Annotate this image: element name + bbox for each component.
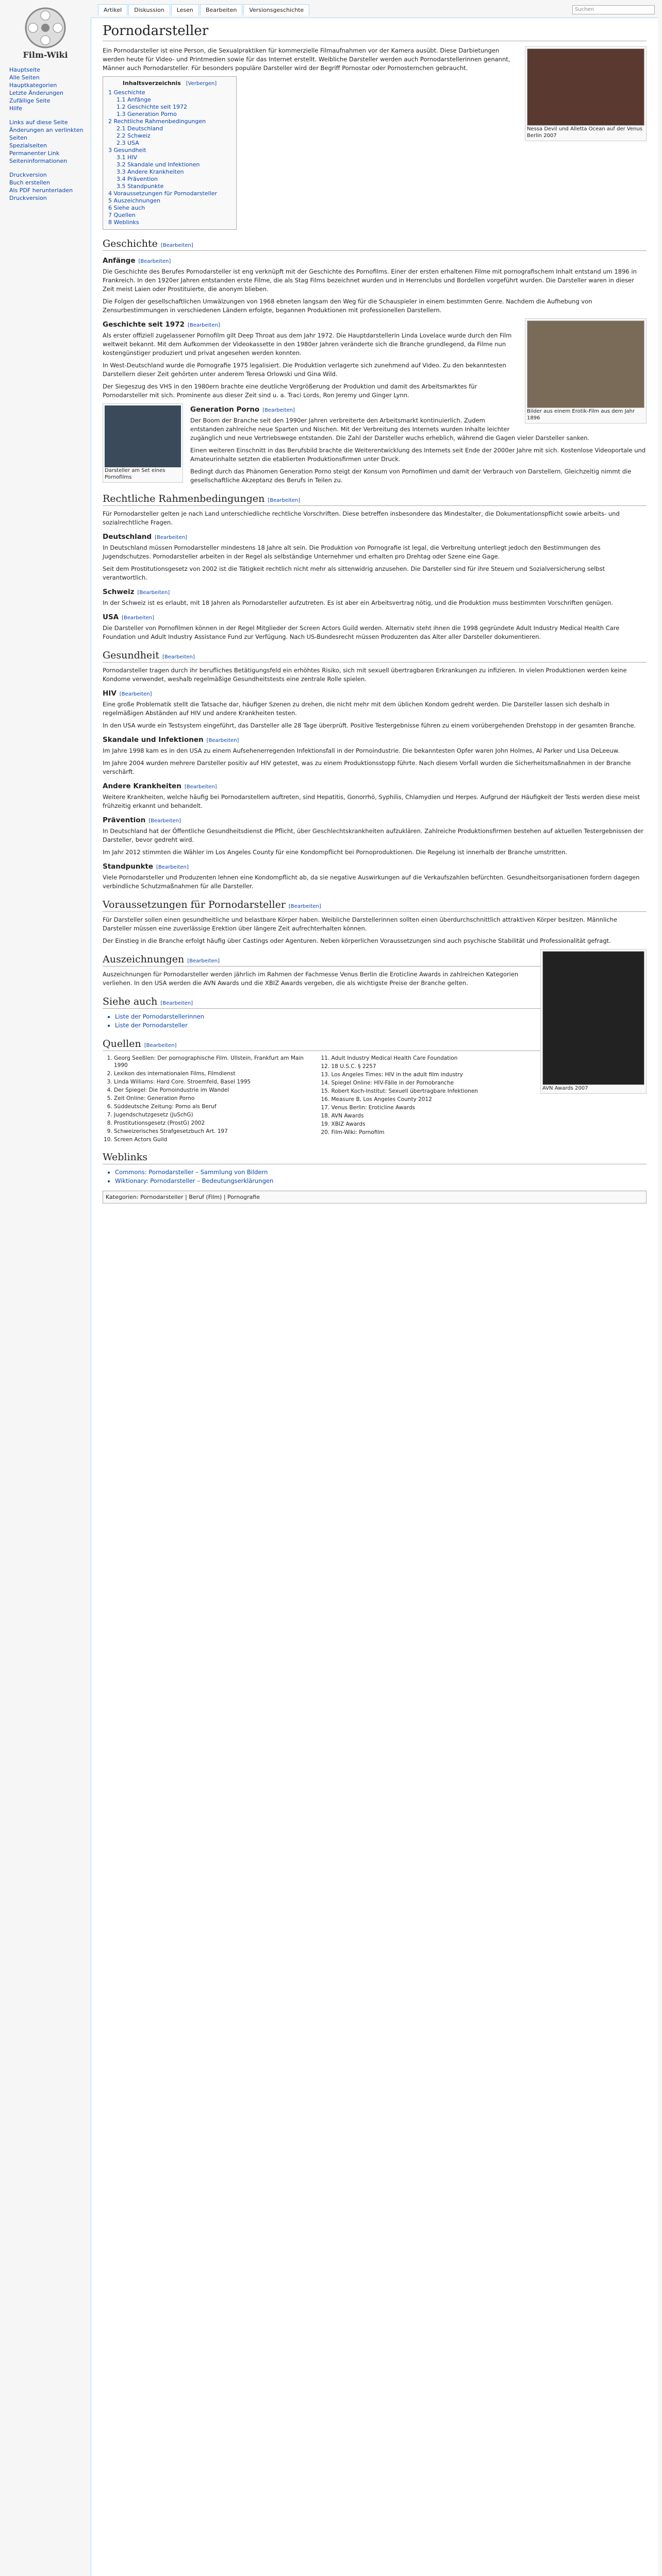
toc-item[interactable]: 1 Geschichte bbox=[108, 89, 145, 96]
thumbnail-caption: Darsteller am Set eines Pornofilms bbox=[105, 468, 166, 480]
sidebar-nav-link[interactable]: Zufällige Seite bbox=[9, 97, 51, 104]
category-box[interactable]: Kategorien: Pornodarsteller | Beruf (Film) | Pornografie bbox=[103, 1191, 647, 1204]
section-paragraph: Eine große Problematik stellt die Tatsache dar, häufiger Szenen zu drehen, die nicht mehr mit dem üblichen Kondom gedreht werden. Die Darsteller lassen sich deshalb in regelmäßigen Abständen auf HIV und andere Krankheiten testen. bbox=[103, 701, 610, 717]
edit-section-link[interactable]: [Bearbeiten] bbox=[156, 865, 189, 870]
reference-item[interactable]: 1. Georg Seeßlen: Der pornographische Film. Ullstein, Frankfurt am Main 1990 bbox=[114, 1055, 316, 1069]
sidebar-spacer bbox=[9, 112, 87, 118]
section-paragraph: Auszeichnungen für Pornodarsteller werden jährlich im Rahmen der Fachmesse Venus Berlin die Eroticline Awards in zahlreichen Kategorien verliehen. In den USA werden die AVN Awards und die XBIZ Awards vergeben, die als wichtigste Preise der Branche gelten. bbox=[103, 971, 519, 987]
section-heading-text: USA bbox=[103, 613, 119, 621]
thumbnail-3[interactable] bbox=[103, 403, 183, 483]
edit-section-link[interactable]: [Bearbeiten] bbox=[184, 784, 217, 790]
section-paragraph: Für Pornodarsteller gelten je nach Land unterschiedliche rechtliche Vorschriften. Diese betreffen insbesondere das Mindestalter, die Dokumentationspflicht sowie arbeits- und sozialrechtliche Fragen. bbox=[103, 510, 620, 526]
edit-section-link[interactable]: [Bearbeiten] bbox=[160, 1001, 193, 1006]
toc-item[interactable]: 8 Weblinks bbox=[108, 219, 139, 226]
intro-paragraph: Ein Pornodarsteller ist eine Person, die Sexualpraktiken für kommerzielle Filmaufnahmen vor der Kamera ausübt. Diese Darbietungen werden heute für Video- und Printmedien sowie für das Internet erstellt. Weibliche Darsteller werden auch Pornodarstellerinnen genannt, Männer auch Pornodarsteller. Für besonders populäre Darsteller wird der Begriff Pornostar oder Pornosternchen gebraucht. bbox=[103, 47, 510, 72]
section-paragraph: Die Darsteller von Pornofilmen können in der Regel Mitglieder der Screen Actors Guild werden. Alternativ steht ihnen die 1998 gegründete Adult Industry Medical Health Care Foundation und Adult Industry Assistance Fund zur Verfügung. Nach US-Bundesrecht müssen Produzenten das Alter aller Darsteller dokumentieren. bbox=[103, 624, 620, 640]
toc-item[interactable]: 6 Siehe auch bbox=[108, 205, 145, 211]
reference-item[interactable]: 8. Prostitutionsgesetz (ProstG) 2002 bbox=[114, 1120, 316, 1127]
section-heading-text: Geschichte bbox=[103, 238, 158, 249]
see-also-link[interactable]: • Liste der Pornodarstellerinnen bbox=[115, 1012, 647, 1021]
sidebar-tool-link[interactable]: Spezialseiten bbox=[9, 142, 47, 149]
edit-section-link[interactable]: [Bearbeiten] bbox=[138, 259, 171, 264]
edit-section-link[interactable]: [Bearbeiten] bbox=[160, 243, 193, 248]
section-heading bbox=[103, 493, 647, 506]
sidebar-print-link[interactable]: Buch erstellen bbox=[9, 179, 50, 186]
section-heading-text: Deutschland bbox=[103, 533, 152, 541]
section-paragraph: Pornodarsteller tragen durch ihr berufliches Betätigungsfeld ein erhöhtes Risiko, sich mit sexuell übertragbaren Erkrankungen zu infizieren. In vielen Produktionen werden keine Kondome verwendet, weshalb regelmäßige Gesundheitstests eine zentrale Rolle spielen. bbox=[103, 667, 627, 683]
references-list bbox=[103, 1055, 533, 1143]
section-heading bbox=[103, 533, 647, 541]
edit-section-link[interactable]: [Bearbeiten] bbox=[262, 408, 295, 413]
search-input[interactable]: Suchen bbox=[572, 5, 655, 14]
edit-section-link[interactable]: [Bearbeiten] bbox=[268, 498, 301, 503]
toc-item[interactable]: 3.3 Andere Krankheiten bbox=[117, 168, 184, 175]
section-heading bbox=[103, 816, 647, 824]
sidebar-print-link[interactable]: Als PDF herunterladen bbox=[9, 187, 73, 194]
reference-item[interactable]: 16. Measure B, Los Angeles County 2012 bbox=[332, 1096, 534, 1103]
edit-section-link[interactable]: [Bearbeiten] bbox=[162, 654, 195, 660]
toc-item[interactable]: 3.2 Skandale und Infektionen bbox=[117, 161, 200, 168]
section-paragraph: Im Jahr 2012 stimmten die Wähler im Los Angeles County für eine Kondompflicht bei Pornoproduktionen. Die Regelung ist innerhalb der Branche umstritten. bbox=[103, 849, 568, 856]
thumbnail-caption: AVN Awards 2007 bbox=[542, 1086, 588, 1091]
thumbnail-2[interactable] bbox=[525, 318, 647, 423]
reference-item[interactable]: 18. AVN Awards bbox=[332, 1112, 534, 1120]
section-paragraph: Der Einstieg in die Branche erfolgt häufig über Castings oder Agenturen. Neben körperlichen Voraussetzungen sind auch psychische Stabilität und Professionalität gefragt. bbox=[103, 937, 611, 944]
section-heading bbox=[103, 650, 647, 663]
section-heading-text: Andere Krankheiten bbox=[103, 782, 181, 790]
sidebar-print-link[interactable]: Druckversion bbox=[9, 195, 47, 201]
section-paragraph: Bedingt durch das Phänomen Generation Porno steigt der Konsum von Pornofilmen und damit der Verbrauch von Darstellern. Gleichzeitig nimmt die gesellschaftliche Akzeptanz des Berufs in Teilen zu. bbox=[190, 468, 632, 484]
toc-item[interactable]: 3.5 Standpunkte bbox=[117, 183, 164, 190]
sidebar-nav-link[interactable]: Hauptseite bbox=[9, 66, 40, 73]
weblinks-list bbox=[115, 1168, 647, 1185]
section-paragraph: Viele Pornodarsteller und Produzenten lehnen eine Kondompflicht ab, da sie negative Auswirkungen auf die Verkaufszahlen befürchten. Gesundheitsorganisationen fordern dagegen verbindliche Schutzmaßnahmen für alle Darsteller. bbox=[103, 874, 640, 890]
section-heading-weblinks: Weblinks bbox=[103, 1151, 647, 1164]
toc-item[interactable]: 3.1 HIV bbox=[117, 154, 138, 161]
reference-item[interactable]: 2. Lexikon des internationalen Films, Filmdienst bbox=[114, 1070, 316, 1077]
section-paragraph: Im Jahre 2004 wurden mehrere Darsteller positiv auf HIV getestet, was zu einem Produktionsstopp führte. Nach diesem Vorfall wurden die Sicherheitsmaßnahmen in der Branche verschärft. bbox=[103, 759, 631, 775]
section-heading-text: Skandale und Infektionen bbox=[103, 736, 204, 744]
sidebar-nav-link[interactable]: Hauptkategorien bbox=[9, 82, 57, 89]
section-heading bbox=[103, 689, 647, 698]
sidebar-tool-link[interactable]: Änderungen an verlinkten Seiten bbox=[9, 127, 84, 141]
toc-item[interactable]: 2.3 USA bbox=[117, 140, 139, 146]
toc-item[interactable]: 5 Auszeichnungen bbox=[108, 197, 160, 204]
section-paragraph: Seit dem Prostitutionsgesetz von 2002 ist die Tätigkeit rechtlich nicht mehr als sittenwidrig anzusehen. Die Darsteller sind für ihre Steuern und Sozialversicherung selbst verantwortlich. bbox=[103, 565, 605, 581]
section-heading-text: Schweiz bbox=[103, 588, 135, 596]
tab-2[interactable]: Lesen bbox=[171, 4, 199, 15]
section-heading bbox=[103, 238, 647, 251]
section-heading bbox=[103, 899, 647, 912]
tab-4[interactable]: Versionsgeschichte bbox=[243, 4, 309, 15]
toc-item[interactable]: 2.2 Schweiz bbox=[117, 132, 151, 139]
toc-item[interactable]: 2.1 Deutschland bbox=[117, 125, 163, 132]
section-heading-text: Voraussetzungen für Pornodarsteller bbox=[103, 899, 286, 910]
toc-hide-link[interactable]: [Verbergen] bbox=[186, 81, 217, 87]
section-heading-text: Quellen bbox=[103, 1038, 141, 1049]
toc-item[interactable]: 3.4 Prävention bbox=[117, 176, 158, 182]
tab-0[interactable]: Artikel bbox=[98, 4, 127, 15]
section-heading-text: Gesundheit bbox=[103, 650, 160, 661]
edit-section-link[interactable]: [Bearbeiten] bbox=[119, 691, 152, 697]
section-paragraph: Der Boom der Branche seit den 1990er Jahren verbreiterte den Arbeitsmarkt kontinuierlich. Zudem entstanden zahlreiche neue Sparten und Nischen. Mit der Verbreitung des Internets wurden Inhalte leichter zugänglich und neue Vertriebswege entstanden. Die Zahl der Darsteller wuchs erheblich, während die Gagen vieler Darsteller sanken. bbox=[190, 417, 590, 442]
section-heading bbox=[103, 862, 647, 871]
weblink-item[interactable]: • Commons: Pornodarsteller – Sammlung von Bildern bbox=[115, 1168, 647, 1177]
sidebar-nav-link[interactable]: Hilfe bbox=[9, 105, 23, 112]
section-paragraph: Einen weiteren Einschnitt in das Berufsbild brachte die Weiterentwicklung des Internets seit Ende der 2000er Jahre mit sich. Kostenlose Videoportale und Amateurinhalte setzten die etablierten Produktionsfirmen unter Druck. bbox=[190, 447, 646, 463]
section-heading bbox=[103, 588, 647, 596]
section-heading-text: Anfänge bbox=[103, 257, 136, 265]
sidebar-spacer bbox=[9, 165, 87, 171]
reference-item[interactable]: 10. Screen Actors Guild bbox=[114, 1136, 316, 1143]
edit-section-link[interactable]: [Bearbeiten] bbox=[122, 615, 154, 621]
section-heading-text: Prävention bbox=[103, 816, 146, 824]
reference-item[interactable]: 19. XBIZ Awards bbox=[332, 1121, 534, 1128]
sidebar-tool-link[interactable]: Links auf diese Seite bbox=[9, 119, 68, 126]
reference-item[interactable]: 3. Linda Williams: Hard Core. Stroemfeld, Basel 1995 bbox=[114, 1078, 316, 1086]
main-content bbox=[91, 18, 658, 2576]
table-of-contents bbox=[103, 76, 237, 230]
reference-item[interactable]: 11. Adult Industry Medical Health Care Foundation bbox=[332, 1055, 534, 1062]
weblink-item[interactable]: • Wiktionary: Pornodarsteller – Bedeutungserklärungen bbox=[115, 1177, 647, 1185]
section-paragraph: In Deutschland müssen Pornodarsteller mindestens 18 Jahre alt sein. Die Produktion von Pornografie ist legal, die Verbreitung unterliegt jedoch den Bestimmungen des Jugendschutzes. Pornodarsteller arbeiten in der Regel als selbständige Unternehmer und erhalten pro Drehtag oder Szene eine Gage. bbox=[103, 544, 601, 560]
section-heading bbox=[103, 257, 647, 265]
edit-section-link[interactable]: [Bearbeiten] bbox=[148, 818, 181, 824]
section-heading-text: Siehe auch bbox=[103, 996, 158, 1007]
sidebar-nav-link[interactable]: Letzte Änderungen bbox=[9, 90, 63, 96]
section-heading-text: Rechtliche Rahmenbedingungen bbox=[103, 493, 265, 504]
toc-item[interactable]: 7 Quellen bbox=[108, 212, 136, 218]
edit-section-link[interactable]: [Bearbeiten] bbox=[187, 958, 220, 964]
section-paragraph: Der Siegeszug des VHS in den 1980ern brachte eine deutliche Vergrößerung der Produktion und damit des Arbeitsmarktes für Pornodarsteller mit sich. Prominente aus dieser Zeit sind u. a. Traci Lords, Ron Jeremy und Ginger Lynn. bbox=[103, 383, 477, 399]
edit-section-link[interactable]: [Bearbeiten] bbox=[187, 323, 220, 328]
reference-item[interactable]: 17. Venus Berlin: Eroticline Awards bbox=[332, 1104, 534, 1111]
page-tabs bbox=[98, 4, 310, 15]
edit-section-link[interactable]: [Bearbeiten] bbox=[288, 904, 321, 909]
section-heading bbox=[103, 782, 647, 790]
section-heading-text: Geschichte seit 1972 bbox=[103, 320, 185, 329]
reference-item[interactable]: 7. Jugendschutzgesetz (JuSchG) bbox=[114, 1111, 316, 1118]
reference-item[interactable]: 20. Film-Wiki: Pornofilm bbox=[332, 1129, 534, 1136]
photo-image[interactable] bbox=[542, 951, 644, 1085]
photo-image[interactable] bbox=[105, 405, 181, 467]
section-paragraph: Für Darsteller sollen einen gesundheitliche und belastbare Körper haben. Weibliche Darstellerinnen sollten einen überdurchschnittlich attraktiven Körper besitzen. Männliche Darsteller müssen eine zuverlässige Erektion über längere Zeit aufrechterhalten können. bbox=[103, 916, 618, 932]
reference-item[interactable]: 14. Spiegel Online: HIV-Fälle in der Pornobranche bbox=[332, 1079, 534, 1087]
reference-item[interactable]: 9. Schweizerisches Strafgesetzbuch Art. 197 bbox=[114, 1128, 316, 1135]
reference-item[interactable]: 6. Süddeutsche Zeitung: Porno als Beruf bbox=[114, 1103, 316, 1110]
section-heading-text: Generation Porno bbox=[190, 405, 260, 414]
sidebar-print-link[interactable]: Druckversion bbox=[9, 172, 47, 178]
thumbnail-1[interactable] bbox=[525, 46, 647, 141]
section-paragraph: In den USA wurde ein Testsystem eingeführt, das Darsteller alle 28 Tage überprüft. Positive Testergebnisse führen zu einem vorübergehenden Drehstopp in der gesamten Branche. bbox=[103, 722, 636, 729]
toc-item[interactable]: 2 Rechtliche Rahmenbedingungen bbox=[108, 118, 206, 125]
tab-3[interactable]: Bearbeiten bbox=[200, 4, 242, 15]
toc-item[interactable]: 1.1 Anfänge bbox=[117, 96, 151, 103]
edit-section-link[interactable]: [Bearbeiten] bbox=[155, 535, 187, 540]
section-paragraph: Weitere Krankheiten, welche häufig bei Pornodarstellern auftreten, sind Hepatitis, Gonorrhö, Syphilis, Chlamydien und Herpes. Aufgrund der Häufigkeit der Tests werden diese meist frühzeitig erkannt und behandelt. bbox=[103, 793, 640, 809]
toc-item[interactable]: 4 Voraussetzungen für Pornodarsteller bbox=[108, 190, 217, 197]
toc-title: Inhaltsverzeichnis bbox=[122, 80, 181, 87]
sidebar bbox=[0, 0, 91, 2576]
sidebar-navigation bbox=[9, 66, 87, 202]
edit-section-link[interactable]: [Bearbeiten] bbox=[144, 1043, 177, 1048]
section-paragraph: Die Folgen der gesellschaftlichen Umwälzungen von 1968 ebneten langsam den Weg für die Schauspieler in einem bestimmten Genre. Nachdem die Aufhebung von Zensurbestimmungen in verschiedenen Ländern erfolgte, begannen Produktionen mit professionellen Darstellern. bbox=[103, 298, 592, 314]
edit-section-link[interactable]: [Bearbeiten] bbox=[206, 738, 239, 743]
toc-item[interactable]: 1.2 Geschichte seit 1972 bbox=[117, 104, 188, 110]
reference-item[interactable]: 13. Los Angeles Times: HIV in the adult film industry bbox=[332, 1071, 534, 1078]
tab-1[interactable]: Diskussion bbox=[128, 4, 170, 15]
edit-section-link[interactable]: [Bearbeiten] bbox=[137, 590, 170, 596]
photo-image[interactable] bbox=[527, 320, 644, 408]
sidebar-tool-link[interactable]: Permanenter Link bbox=[9, 150, 60, 157]
photo-image[interactable] bbox=[527, 48, 644, 126]
section-heading-text: Standpunkte bbox=[103, 862, 154, 871]
section-heading bbox=[103, 613, 647, 621]
section-paragraph: In West-Deutschland wurde die Pornografie 1975 legalisiert. Die Produktion verlagerte sich zunehmend auf Video. Zu den bekanntesten Darstellern dieser Zeit gehörten unter anderem Teresa Orlowski und Gina Wild. bbox=[103, 362, 506, 378]
logo-text: Film-Wiki bbox=[23, 50, 68, 60]
section-paragraph: In der Schweiz ist es erlaubt, mit 18 Jahren als Pornodarsteller aufzutreten. Es ist aber ein Arbeitsvertrag nötig, und die Produktion muss bestimmten Vorschriften genügen. bbox=[103, 599, 614, 606]
toc-item[interactable]: 3 Gesundheit bbox=[108, 147, 146, 154]
thumbnail-caption: Bilder aus einem Erotik-Film aus dem Jahr 1896 bbox=[527, 409, 635, 421]
reference-item[interactable]: 5. Zeit Online: Generation Porno bbox=[114, 1095, 316, 1102]
section-paragraph: Im Jahre 1998 kam es in den USA zu einem Aufsehenerregenden Infektionsfall in der Pornoindustrie. Die bekanntesten Opfer waren John Holmes, Al Parker und Lisa DeLeeuw. bbox=[103, 747, 620, 754]
thumbnail-caption: Nessa Devil und Alletta Ocean auf der Venus Berlin 2007 bbox=[527, 126, 642, 139]
see-also-link[interactable]: • Liste der Pornodarsteller bbox=[115, 1021, 647, 1030]
toc-item[interactable]: 1.3 Generation Porno bbox=[117, 111, 177, 117]
page-title: Pornodarsteller bbox=[103, 23, 647, 41]
section-heading-text: HIV bbox=[103, 689, 117, 698]
sidebar-nav-link[interactable]: Alle Seiten bbox=[9, 74, 40, 81]
thumbnail-4[interactable] bbox=[540, 949, 647, 1094]
section-paragraph: In Deutschland hat der Öffentliche Gesundheitsdienst die Pflicht, über Geschlechtskrankheiten aufzuklären. Zahlreiche Produktionsfirmen bestehen auf aktuellen Testergebnissen der Darsteller, bevor gedreht wird. bbox=[103, 827, 643, 843]
section-heading-text: Auszeichnungen bbox=[103, 954, 185, 965]
sidebar-tool-link[interactable]: Seiteninformationen bbox=[9, 158, 68, 164]
reference-item[interactable]: 4. Der Spiegel: Die Pornoindustrie im Wandel bbox=[114, 1087, 316, 1094]
section-paragraph: Als erster offiziell zugelassener Pornofilm gilt Deep Throat aus dem Jahr 1972. Die Hauptdarstellerin Linda Lovelace wurde durch den Film weltweit bekannt. Mit dem Aufkommen der Videokassette in den 1980er Jahren veränderte sich die Branche grundlegend, da Filme nun kostengünstiger produziert und privat angesehen werden konnten. bbox=[103, 332, 512, 357]
section-paragraph: Die Geschichte des Berufes Pornodarsteller ist eng verknüpft mit der Geschichte des Pornofilms. Einer der ersten erhaltenen Filme mit pornografischem Inhalt entstand um 1896 in Frankreich. In den 1920er Jahren entstanden erste Filme, die als Stag Films bezeichnet wurden und in Herrenclubs und Bordellen vorgeführt wurden. Die Darsteller waren in dieser Zeit meist Laien oder Prostituierte, die anonym blieben. bbox=[103, 268, 637, 293]
section-heading bbox=[103, 736, 647, 744]
reference-item[interactable]: 15. Robert Koch-Institut: Sexuell übertragbare Infektionen bbox=[332, 1088, 534, 1095]
reference-item[interactable]: 12. 18 U.S.C. § 2257 bbox=[332, 1063, 534, 1070]
